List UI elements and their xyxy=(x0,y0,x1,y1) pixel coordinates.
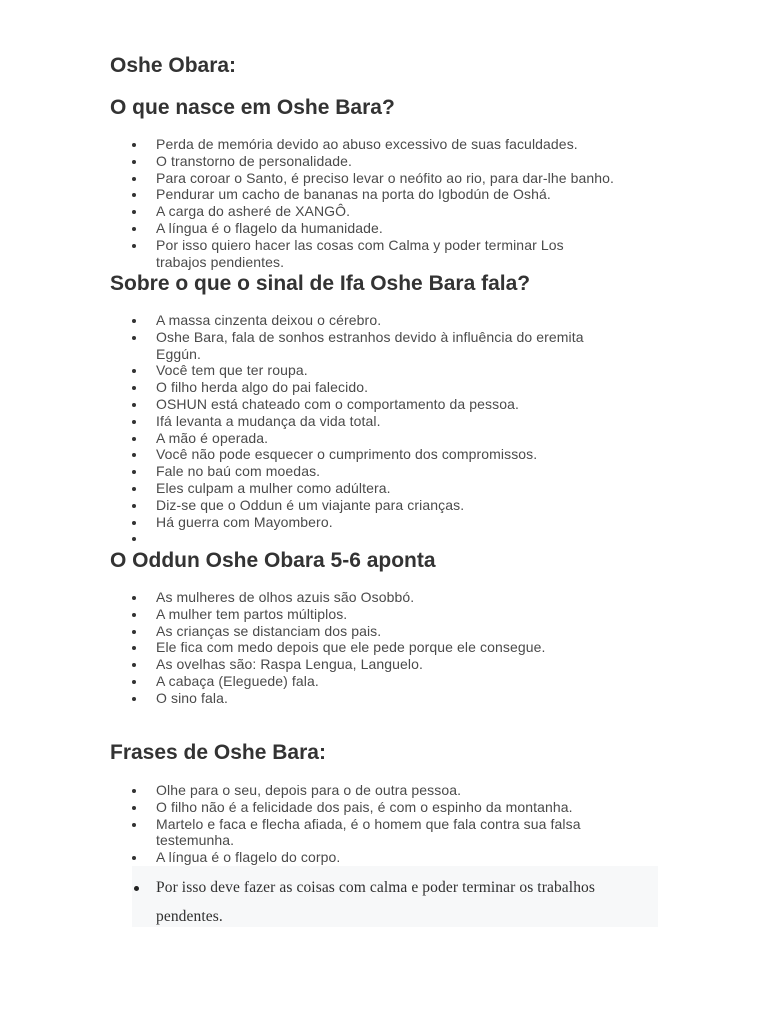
section-heading-aponta: O Oddun Oshe Obara 5-6 aponta xyxy=(110,549,436,572)
list-item: A massa cinzenta deixou o cérebro. xyxy=(110,312,670,329)
quote-block xyxy=(132,866,658,927)
page-title: Oshe Obara: xyxy=(110,54,237,77)
list-item: A mão é operada. xyxy=(110,430,670,447)
list-item: O filho herda algo do pai falecido. xyxy=(110,379,670,396)
list-item: Eles culpam a mulher como adúltera. xyxy=(110,480,670,497)
list-item: Martelo e faca e flecha afiada, é o homem que fala contra sua falsa testemunha. xyxy=(110,816,626,850)
quote-item: Por isso deve fazer as coisas com calma e poder terminar os trabalhos pendentes. xyxy=(132,866,652,931)
quote-list xyxy=(132,866,652,931)
list-item: Fale no baú com moedas. xyxy=(110,463,670,480)
list-item: Diz-se que o Oddun é um viajante para crianças. xyxy=(110,497,670,514)
list-item: A mulher tem partos múltiplos. xyxy=(110,606,670,623)
section-heading-frases: Frases de Oshe Bara: xyxy=(110,741,326,764)
list-item: Oshe Bara, fala de sonhos estranhos devido à influência do eremita Eggún. xyxy=(110,329,626,363)
list-item: A cabaça (Eleguede) fala. xyxy=(110,673,670,690)
list-item: O transtorno de personalidade. xyxy=(110,153,670,170)
list-item: Olhe para o seu, depois para o de outra pessoa. xyxy=(110,782,670,799)
list-item: As ovelhas são: Raspa Lengua, Languelo. xyxy=(110,656,670,673)
list-item: As mulheres de olhos azuis são Osobbó. xyxy=(110,589,670,606)
list-nasce xyxy=(110,136,670,270)
list-item: A língua é o flagelo da humanidade. xyxy=(110,220,670,237)
list-item: Ifá levanta a mudança da vida total. xyxy=(110,413,670,430)
list-aponta xyxy=(110,589,670,707)
list-item: Pendurar um cacho de bananas na porta do Igbodún de Oshá. xyxy=(110,186,670,203)
list-item: Perda de memória devido ao abuso excessivo de suas faculdades. xyxy=(110,136,670,153)
list-item: OSHUN está chateado com o comportamento da pessoa. xyxy=(110,396,670,413)
list-item: Para coroar o Santo, é preciso levar o neófito ao rio, para dar-lhe banho. xyxy=(110,170,670,187)
list-item-empty xyxy=(110,530,670,547)
list-sinal xyxy=(110,312,670,547)
section-heading-nasce: O que nasce em Oshe Bara? xyxy=(110,96,395,119)
list-item: Ele fica com medo depois que ele pede porque ele consegue. xyxy=(110,639,670,656)
list-item: O sino fala. xyxy=(110,690,670,707)
list-item: Há guerra com Mayombero. xyxy=(110,514,670,531)
list-item: O filho não é a felicidade dos pais, é com o espinho da montanha. xyxy=(110,799,670,816)
section-heading-sinal: Sobre o que o sinal de Ifa Oshe Bara fala? xyxy=(110,272,531,295)
list-item: Por isso quiero hacer las cosas com Calma y poder terminar Los trabajos pendientes. xyxy=(110,237,606,271)
list-item: A língua é o flagelo do corpo. xyxy=(110,849,670,866)
list-frases xyxy=(110,782,670,866)
list-item: A carga do asheré de XANGÔ. xyxy=(110,203,670,220)
list-item: As crianças se distanciam dos pais. xyxy=(110,623,670,640)
list-item: Você não pode esquecer o cumprimento dos compromissos. xyxy=(110,446,670,463)
list-item: Você tem que ter roupa. xyxy=(110,362,670,379)
